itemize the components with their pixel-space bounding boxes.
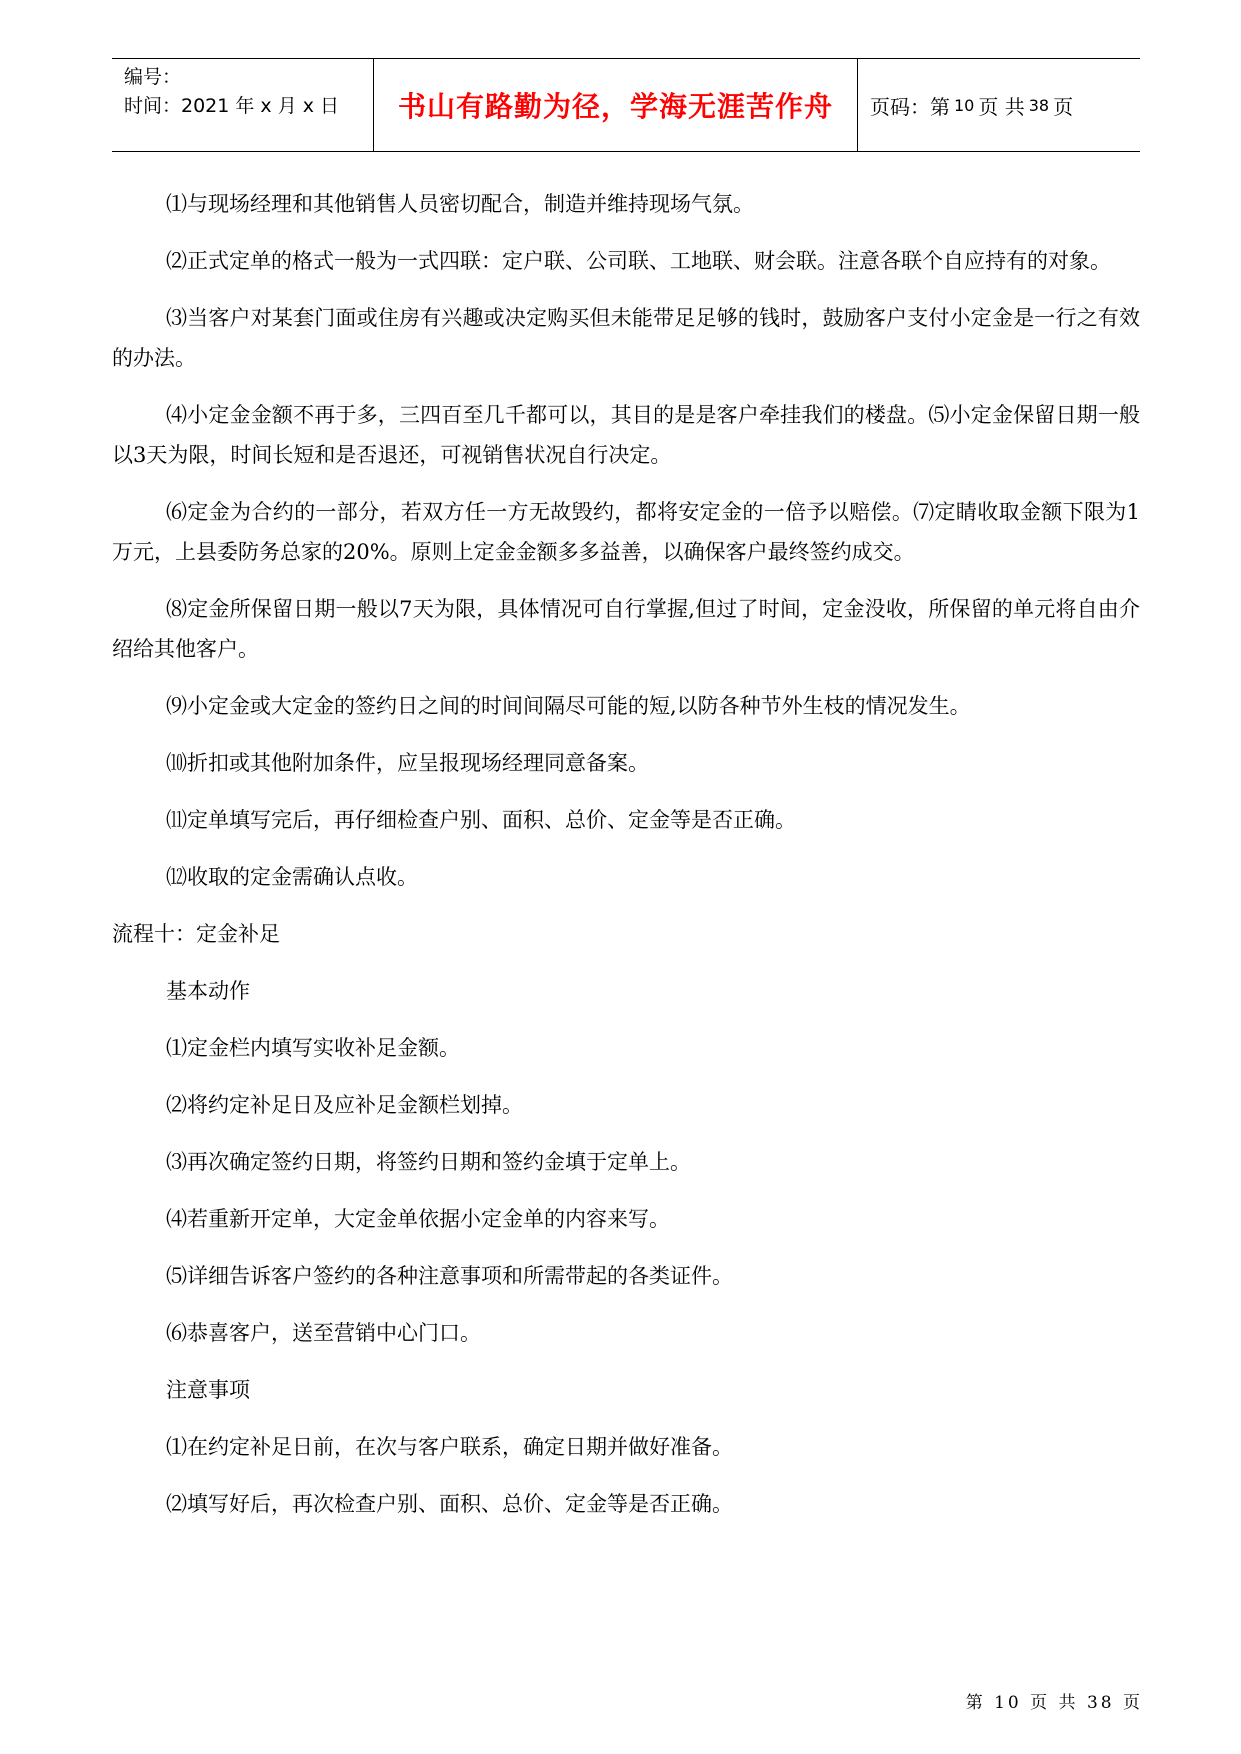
page-mid: 页 共 — [978, 94, 1025, 119]
header-motto: 书山有路勤为径，学海无涯苦作舟 — [374, 59, 858, 151]
subheading: 注意事项 — [166, 1378, 250, 1402]
paragraph: ⑴与现场经理和其他销售人员密切配合，制造并维持现场气氛。 — [166, 192, 754, 216]
paragraph: ⑴在约定补足日前，在次与客户联系，确定日期并做好准备。 — [166, 1435, 733, 1459]
paragraph: ⑾定单填写完后，再仔细检查户别、面积、总价、定金等是否正确。 — [166, 808, 796, 832]
paragraph: ⑻定金所保留日期一般以7天为限，具体情况可自行掌握,但过了时间，定金没收，所保留的单元将自由介绍给其他客户。 — [112, 597, 1140, 661]
paragraph: ⑵将约定补足日及应补足金额栏划掉。 — [166, 1093, 523, 1117]
subheading: 基本动作 — [166, 979, 250, 1003]
paragraph: ⑷小定金金额不再于多，三四百至几千都可以，其目的是是客户牵挂我们的楼盘。⑸小定金保留日期一般以3天为限，时间长短和是否退还，可视销售状况自行决定。 — [112, 403, 1140, 467]
document-number-label: 编号： — [124, 66, 182, 88]
paragraph: ⑵填写好后，再次检查户别、面积、总价、定金等是否正确。 — [166, 1492, 733, 1516]
page-header — [112, 58, 1140, 152]
paragraph: ⑽折扣或其他附加条件，应呈报现场经理同意备案。 — [166, 751, 649, 775]
paragraph: ⑶再次确定签约日期，将签约日期和签约金填于定单上。 — [166, 1150, 691, 1174]
paragraph: ⑶当客户对某套门面或住房有兴趣或决定购买但未能带足足够的钱时，鼓励客户支付小定金是一行之有效的办法。 — [112, 306, 1140, 370]
paragraph: ⑹定金为合约的一部分，若双方任一方无故毁约，都将安定金的一倍予以赔偿。⑺定睛收取金额下限为1万元，上县委防务总家的20%。原则上定金金额多多益善，以确保客户最终签约成交。 — [112, 500, 1140, 564]
paragraph: ⑷若重新开定单，大定金单依据小定金单的内容来写。 — [166, 1207, 670, 1231]
header-meta — [112, 59, 374, 151]
page-suffix: 页 — [1053, 94, 1074, 119]
page-current: 10 — [954, 95, 975, 115]
document-date: 时间：2021 年 x 月 x 日 — [124, 95, 340, 117]
page-footer: 第 10 页 共 38 页 — [965, 1693, 1143, 1713]
paragraph: ⑴定金栏内填写实收补足金额。 — [166, 1036, 460, 1060]
section-heading: 流程十：定金补足 — [112, 922, 280, 946]
paragraph: ⑿收取的定金需确认点收。 — [166, 865, 418, 889]
document-body — [112, 184, 1140, 1541]
paragraph: ⑹恭喜客户，送至营销中心门口。 — [166, 1321, 481, 1345]
page-prefix: 页码：第 — [870, 94, 950, 119]
header-page-info — [858, 59, 1140, 151]
paragraph: ⑵正式定单的格式一般为一式四联：定户联、公司联、工地联、财会联。注意各联个自应持有的对象。 — [166, 249, 1111, 273]
page-total: 38 — [1028, 95, 1050, 115]
paragraph: ⑼小定金或大定金的签约日之间的时间间隔尽可能的短,以防各种节外生枝的情况发生。 — [166, 694, 971, 718]
paragraph: ⑸详细告诉客户签约的各种注意事项和所需带起的各类证件。 — [166, 1264, 733, 1288]
